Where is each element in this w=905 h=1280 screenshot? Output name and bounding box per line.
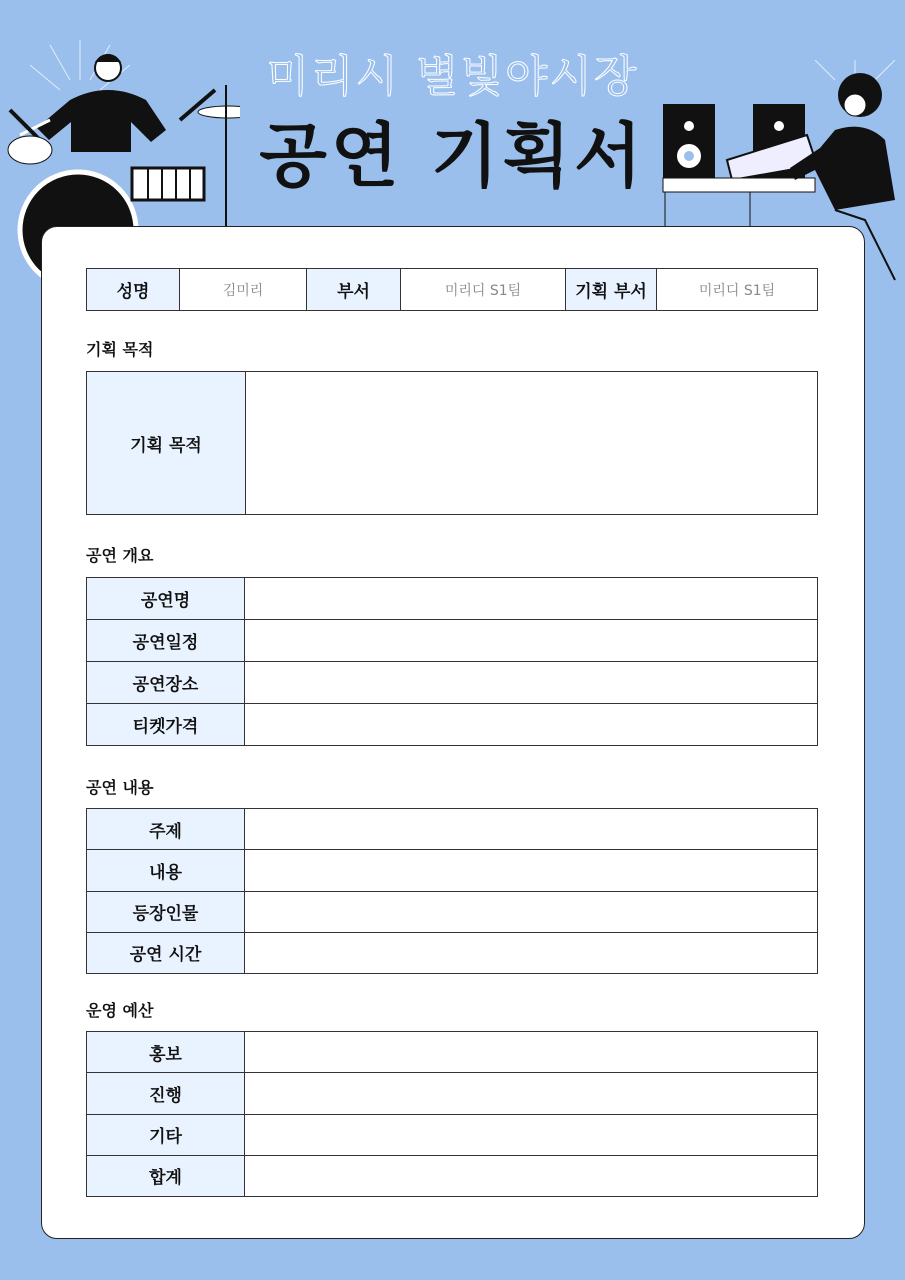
budget-table: [86, 1031, 818, 1197]
content-row-label: 공연 시간: [87, 932, 245, 973]
budget-row-label: 기타: [87, 1114, 245, 1155]
content-row-label: 내용: [87, 850, 245, 891]
budget-row-label: 홍보: [87, 1032, 245, 1073]
content-field[interactable]: [245, 809, 818, 850]
plan-dept-label: 기획 부서: [566, 269, 657, 311]
overview-row-label: 티켓가격: [87, 704, 245, 746]
content-field[interactable]: [245, 891, 818, 932]
content-row-label: 주제: [87, 809, 245, 850]
info-table: [86, 268, 818, 311]
dept-field[interactable]: 미리디 S1팀: [401, 269, 566, 311]
dept-label: 부서: [307, 269, 401, 311]
budget-field[interactable]: [245, 1114, 818, 1155]
header-subtitle: 미리시 별빛야시장: [266, 51, 639, 102]
budget-row-label: 합계: [87, 1155, 245, 1196]
overview-table: [86, 577, 818, 746]
overview-field[interactable]: [245, 578, 818, 620]
budget-field[interactable]: [245, 1032, 818, 1073]
content-row-label: 등장인물: [87, 891, 245, 932]
page-title: 공연 기획서: [259, 115, 646, 197]
purpose-row-label: 기획 목적: [87, 372, 246, 515]
content-field[interactable]: [245, 850, 818, 891]
purpose-table: [86, 371, 818, 515]
content-heading: 공연 내용: [86, 778, 154, 797]
budget-field[interactable]: [245, 1155, 818, 1196]
plan-dept-field[interactable]: 미리디 S1팀: [657, 269, 818, 311]
overview-field[interactable]: [245, 704, 818, 746]
name-field[interactable]: 김미리: [180, 269, 307, 311]
budget-heading: 운영 예산: [86, 1001, 154, 1020]
budget-field[interactable]: [245, 1073, 818, 1114]
overview-field[interactable]: [245, 620, 818, 662]
overview-field[interactable]: [245, 662, 818, 704]
budget-row-label: 진행: [87, 1073, 245, 1114]
purpose-field[interactable]: [246, 372, 818, 515]
overview-row-label: 공연명: [87, 578, 245, 620]
content-table: [86, 808, 818, 974]
purpose-heading: 기획 목적: [86, 340, 154, 359]
name-label: 성명: [87, 269, 180, 311]
overview-heading: 공연 개요: [86, 546, 154, 565]
overview-row-label: 공연장소: [87, 662, 245, 704]
content-field[interactable]: [245, 932, 818, 973]
overview-row-label: 공연일정: [87, 620, 245, 662]
